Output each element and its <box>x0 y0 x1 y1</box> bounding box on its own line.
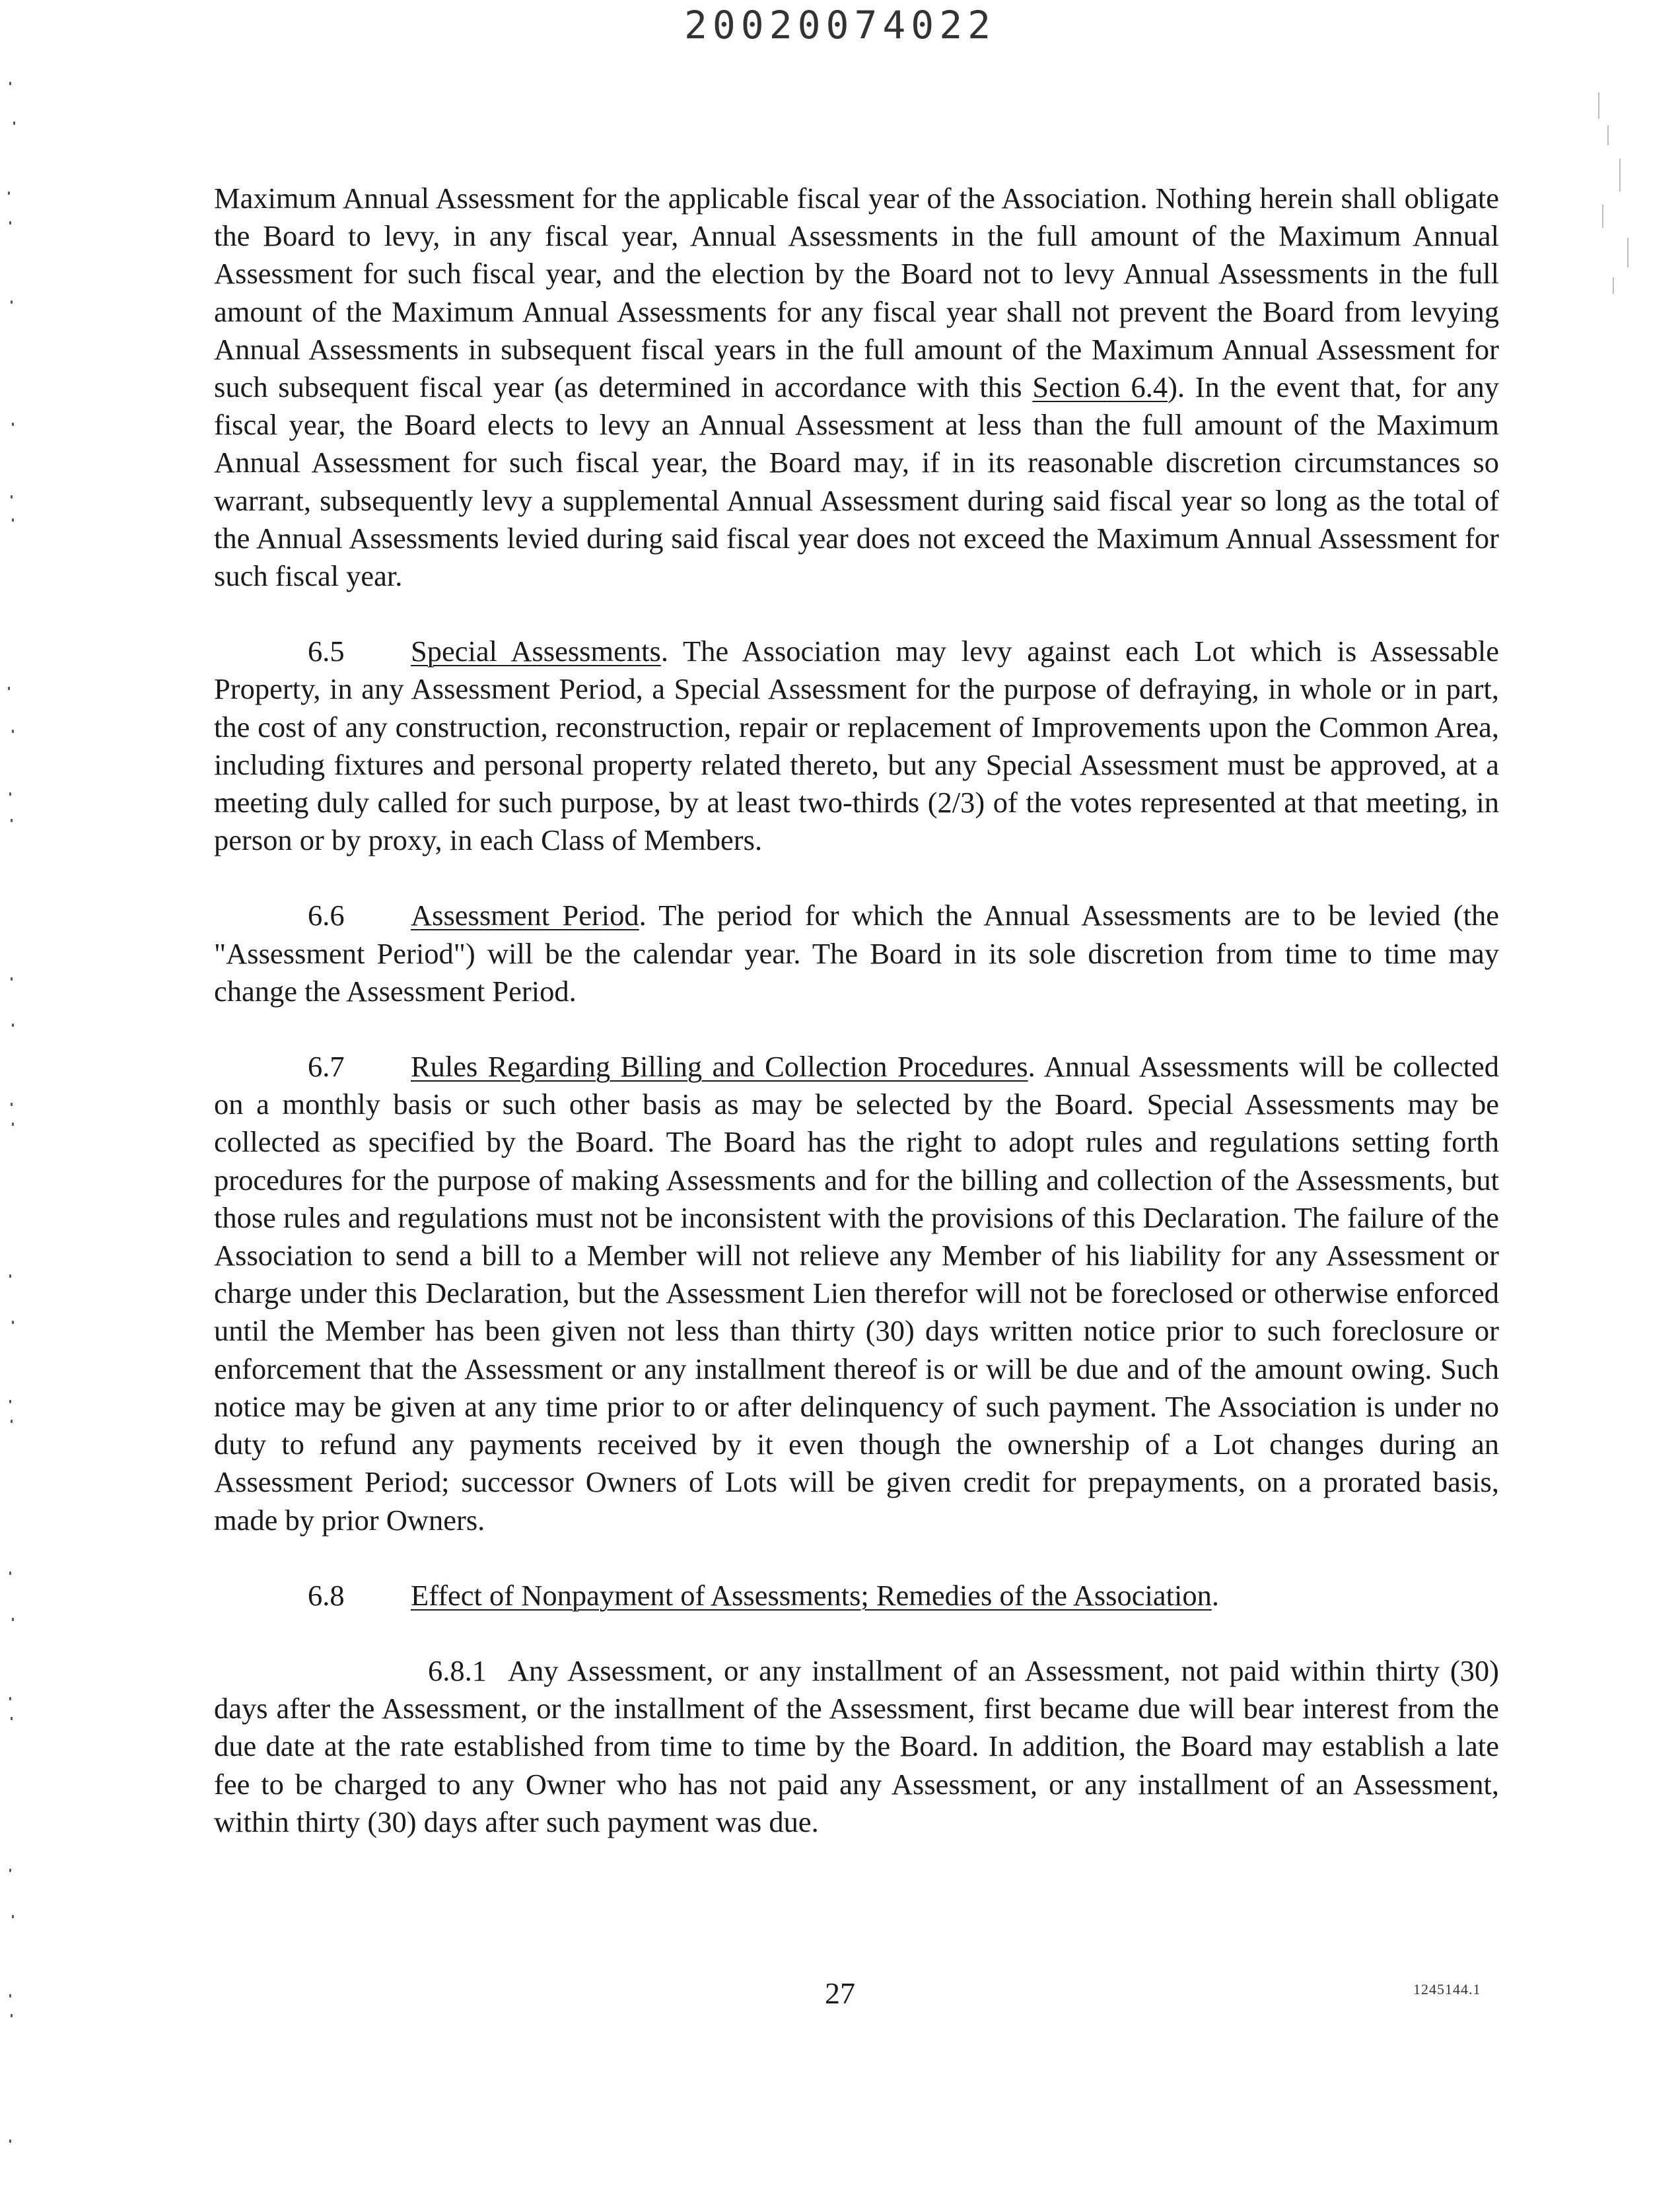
section-number: 6.8 <box>308 1578 345 1612</box>
section-text: . <box>1211 1578 1219 1612</box>
section-title: Effect of Nonpayment of Assessments; Remedies of the Association <box>411 1578 1212 1612</box>
section-text: Any Assessment, or any installment of an Assessment, not paid within thirty (30) days after the Assessment, or the installment of the Assessment, first became due will bear interest from the due date at the rate established from time to time by the Board. In addition, the Board may establish a late fee to be charged to any Owner who has not paid any Assessment, or any installment of an Assessment, within thirty (30) days after such payment was due. <box>214 1653 1499 1838</box>
paragraph-continuation <box>214 180 1499 595</box>
section-title: Rules Regarding Billing and Collection Procedures <box>411 1050 1028 1084</box>
section-6-8-1 <box>214 1652 1499 1841</box>
margin-scan-specks <box>0 0 26 2187</box>
section-number: 6.5 <box>308 635 345 668</box>
section-6-7 <box>214 1048 1499 1539</box>
paragraph-text: ). In the event that, for any fiscal year, the Board elects to levy an Annual Assessment at less than the full amount of the Maximum Annual Assessment for such fiscal year, the Board may, if in its reasonable discretion circumstances so warrant, subsequently levy a supplemental Annual Assessment during said fiscal year so long as the total of the Annual Assessments levied during said fiscal year does not exceed the Maximum Annual Assessment for such fiscal year. <box>214 370 1499 593</box>
document-body <box>214 180 1499 1879</box>
section-text: . The Association may levy against each Lot which is Assessable Property, in any Assessment Period, a Special Assessment for the purpose of defraying, in whole or in part, the cost of any construction, reconstruction, repair or replacement of Improvements upon the Common Area, including fixtures and personal property related thereto, but any Special Assessment must be approved, at a meeting duly called for such purpose, by at least two-thirds (2/3) of the votes represented at that meeting, in person or by proxy, in each Class of Members. <box>214 635 1499 857</box>
section-number: 6.7 <box>308 1050 345 1084</box>
section-reference: Section 6.4 <box>1032 370 1168 404</box>
section-text: . The period for which the Annual Assessments are to be levied (the "Assessment Period") will be the calendar year. The Board in its sole discretion from time to time may change the Assessment Period. <box>214 899 1499 1008</box>
section-number: 6.8.1 <box>428 1653 487 1687</box>
section-6-8 <box>214 1577 1499 1614</box>
section-title: Assessment Period <box>411 899 639 932</box>
document-number: 20020074022 <box>683 3 997 48</box>
page-number: 27 <box>825 1976 855 2010</box>
document-id: 1245144.1 <box>1413 1981 1481 1997</box>
section-number: 6.6 <box>308 899 345 932</box>
scan-artifact <box>1593 86 1639 297</box>
section-6-6 <box>214 897 1499 1010</box>
section-title: Special Assessments <box>411 635 661 668</box>
section-6-5 <box>214 633 1499 859</box>
paragraph-text: Maximum Annual Assessment for the applicable fiscal year of the Association. Nothing herein shall obligate the Board to levy, in any fiscal year, Annual Assessments in the full amount of the Maximum Annual Assessment for such fiscal year, and the election by the Board not to levy Annual Assessments in the full amount of the Maximum Annual Assessments for any fiscal year shall not prevent the Board from levying Annual Assessments in subsequent fiscal years in the full amount of the Maximum Annual Assessment for such subsequent fiscal year (as determined in accordance with this <box>214 182 1499 404</box>
section-text: . Annual Assessments will be collected on a monthly basis or such other basis as may be selected by the Board. Special Assessments may be collected as specified by the Board. The Board has the right to adopt rules and regulations setting forth procedures for the purpose of making Assessments and for the billing and collection of the Assessments, but those rules and regulations must not be inconsistent with the provisions of this Declaration. The failure of the Association to send a bill to a Member will not relieve any Member of his liability for any Assessment or charge under this Declaration, but the Assessment Lien therefor will not be foreclosed or otherwise enforced until the Member has been given not less than thirty (30) days written notice prior to such foreclosure or enforcement that the Assessment or any installment thereof is or will be due and of the amount owing. Such notice may be given at any time prior to or after delinquency of such payment. The Association is under no duty to refund any payments received by it even though the ownership of a Lot changes during an Assessment Period; successor Owners of Lots will be given credit for prepayments, on a prorated basis, made by prior Owners. <box>214 1050 1499 1537</box>
